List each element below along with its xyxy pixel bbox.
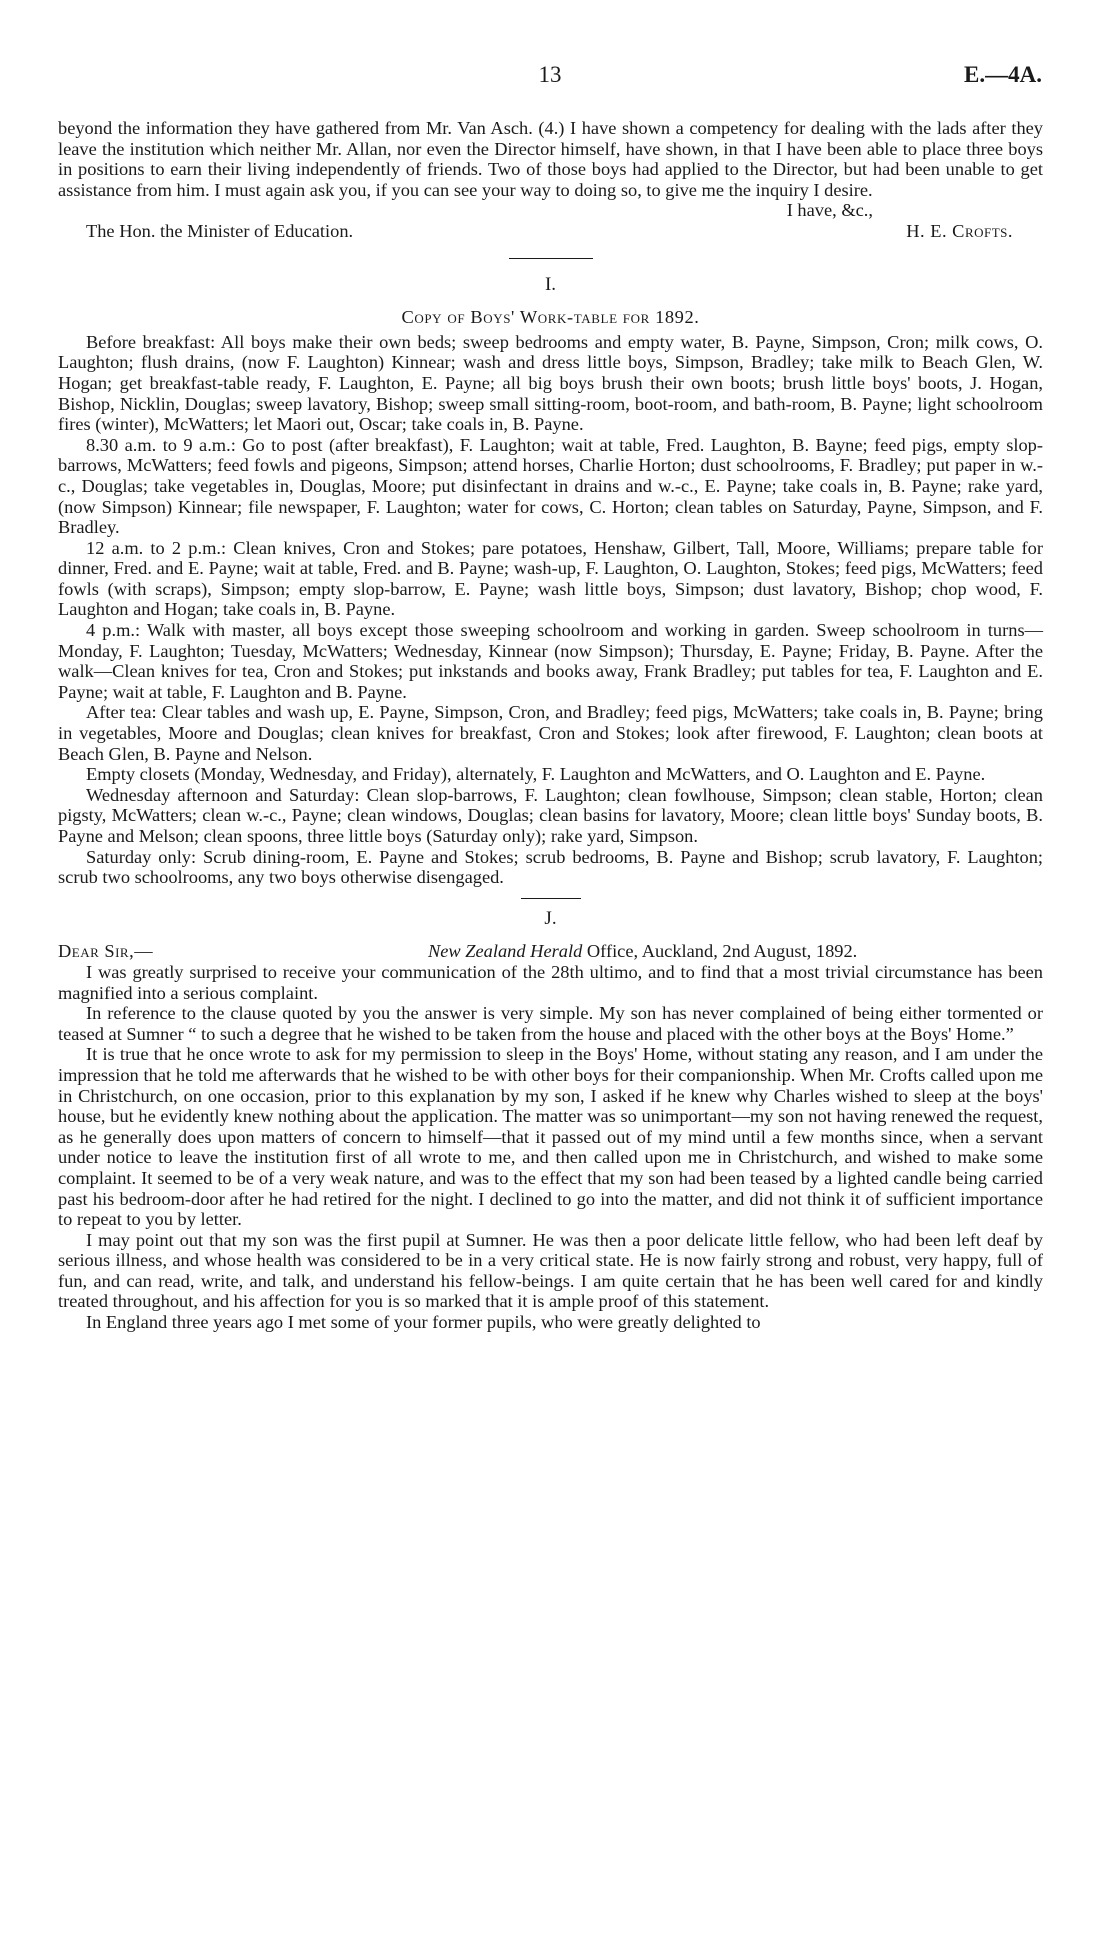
letter-paragraph: In England three years ago I met some of your former pupils, who were greatly delighted to: [86, 1312, 761, 1333]
closing-line: I have, &c.,: [786, 200, 873, 221]
work-table-paragraph: Empty closets (Monday, Wednesday, and Friday), alternately, F. Laughton and McWatters, and O. Laughton and E. Payne.: [86, 764, 986, 785]
dateline: [428, 941, 1043, 962]
signature: H. E. Crofts.: [906, 220, 1013, 241]
letter-paragraph: I was greatly surprised to receive your communication of the 28th ultimo, and to find that a most trivial circumstance has been magnified into a serious complaint.: [58, 961, 1043, 1003]
newspaper-name: New Zealand Herald: [428, 941, 583, 962]
work-table-paragraph: After tea: Clear tables and wash up, E. Payne, Simpson, Cron, and Bradley; feed pigs, McWatters; take coals in, B. Payne; bring in vegetables, Moore and Douglas; clean knives for breakfast, Cron and Stokes; look after firewood, F. Laughton; clean boots at Beach Glen, B. Payne and Nelson.: [58, 702, 1043, 764]
letter-paragraph: It is true that he once wrote to ask for my permission to sleep in the Boys' Home, without stating any reason, and I am under the impression that he told me afterwards that he wished to be with other boys for their companionship. When Mr. Crofts called upon me in Christchurch, on one occasion, prior to this explanation by my son, I asked if he knew why Charles wished to sleep at the boys' house, but he evidently knew nothing about the application. The matter was so unimportant—my son not having renewed the request, as he generally does upon matters of concern to himself—that it passed out of my mind until a few months since, when a servant under notice to leave the institution first of all wrote to me, and then called upon me in Christchurch, and wished to make some complaint. It seemed to be of a very weak nature, and was to the effect that my son had been teased by a lighted candle being carried past his bedroom-door after he had retired for the night. I declined to go into the matter, and did not think it of sufficient importance to repeat to you by letter.: [58, 1044, 1043, 1230]
signature-row: [58, 221, 1043, 242]
section-letter-i: I.: [544, 273, 557, 295]
letter-paragraph: In reference to the clause quoted by you the answer is very simple. My son has never complained of being either tormented or teased at Sumner “ to such a degree that he wished to be taken from the house and placed with the other boys at the Boys' Home.”: [58, 1003, 1043, 1044]
work-table-paragraph: Before breakfast: All boys make their own beds; sweep bedrooms and empty water, B. Payne, Simpson, Cron; milk cows, O. Laughton; flush drains, (now F. Laughton) Kinnear; wash and dress little boys, Simpson, Bradley; take milk to Beach Glen, W. Hogan; get breakfast-table ready, F. Laughton, E. Payne; all big boys brush their own boots; brush little boys' boots, J. Hogan, Bishop, Nicklin, Douglas; sweep lavatory, Bishop; sweep small sitting-room, boot-room, and bath-room, B. Payne; light schoolroom fires (winter), McWatters; let Maori out, Oscar; take coals in, B. Payne.: [58, 331, 1043, 435]
page-number: 13: [538, 62, 562, 87]
work-table-paragraph: 12 a.m. to 2 p.m.: Clean knives, Cron and Stokes; pare potatoes, Henshaw, Gilbert, Tall, Moore, Williams; prepare table for dinner, Fred. and E. Payne; wait at table, Fred. and B. Payne; wash-up, F. Laughton, O. Laughton, Stokes; feed pigs, McWatters; feed fowls (with scraps), Simpson; empty slop-barrow, E. Payne; wash little boys, Simpson; dust lavatory, Bishop; chop wood, F. Laughton and Hogan; take coals in, B. Payne.: [58, 537, 1043, 620]
work-table-paragraph: Saturday only: Scrub dining-room, E. Payne and Stokes; scrub bedrooms, B. Payne and Bishop; scrub lavatory, F. Laughton; scrub two schoolrooms, any two boys otherwise disengaged.: [58, 846, 1043, 888]
letter-heading: [58, 941, 1043, 962]
work-table-paragraph: 4 p.m.: Walk with master, all boys except those sweeping schoolroom and working in garden. Sweep schoolroom in turns—Monday, F. Laughton; Tuesday, McWatters; Wednesday, Kinnear (now Simpson); Thursday, E. Payne; Friday, B. Payne. After the walk—Clean knives for tea, Cron and Stokes; put inkstands and books away, Frank Bradley; put tables for tea, F. Laughton and E. Payne; wait at table, F. Laughton and B. Payne.: [58, 620, 1043, 702]
section-divider: [509, 258, 593, 259]
work-table-paragraph: Wednesday afternoon and Saturday: Clean slop-barrows, F. Laughton; clean fowlhouse, Simpson; clean stable, Horton; clean pigsty, McWatters; clean w.-c., Payne; clean windows, Douglas; clean basins for lavatory, Moore; clean little boys' Sunday boots, B. Payne and Melson; clean spoons, three little boys (Saturday only); rake yard, Simpson.: [58, 784, 1043, 846]
section-title: Copy of Boys' Work-table for 1892.: [401, 307, 700, 328]
addressee: The Hon. the Minister of Education.: [86, 220, 354, 241]
page-header: [58, 62, 1042, 92]
section-letter-j: J.: [544, 907, 557, 929]
continuation-paragraph: beyond the information they have gathered from Mr. Van Asch. (4.) I have shown a competency for dealing with the lads after they leave the institution which neither Mr. Allan, nor even the Director himself, have shown, in that I have been able to place three boys in positions to earn their living independently of friends. Two of those boys had applied to the Director, but had been unable to get assistance from him. I must again ask you, if you can see your way to doing so, to give me the inquiry I desire.: [58, 118, 1043, 200]
work-table-paragraph: 8.30 a.m. to 9 a.m.: Go to post (after breakfast), F. Laughton; wait at table, Fred. Laughton, B. Bayne; feed pigs, empty slop-barrows, McWatters; feed fowls and pigeons, Simpson; attend horses, Charlie Horton; dust schoolrooms, F. Bradley; put paper in w.-c., Douglas; take vegetables in, Douglas, Moore; put disinfectant in drains and w.-c., E. Payne; take coals in, B. Payne; rake yard, (now Simpson) Kinnear; file newspaper, F. Laughton; water for cows, C. Horton; clean tables on Saturday, Payne, Simpson, and F. Bradley.: [58, 434, 1043, 538]
document-reference: E.—4A.: [964, 62, 1042, 87]
dateline-rest: Office, Auckland, 2nd August, 1892.: [582, 941, 858, 962]
section-divider: [521, 898, 581, 899]
letter-paragraph: I may point out that my son was the first pupil at Sumner. He was then a poor delicate little fellow, who had been left deaf by serious illness, and whose health was considered to be in a very critical state. He is now fairly strong and robust, very happy, full of fun, and can read, write, and talk, and understand his fellow-beings. I am quite certain that he has been well cared for and kindly treated throughout, and his affection for you is so marked that it is ample proof of this statement.: [58, 1229, 1043, 1312]
body-text: [58, 118, 1043, 1333]
salutation: Dear Sir,—: [58, 941, 154, 962]
